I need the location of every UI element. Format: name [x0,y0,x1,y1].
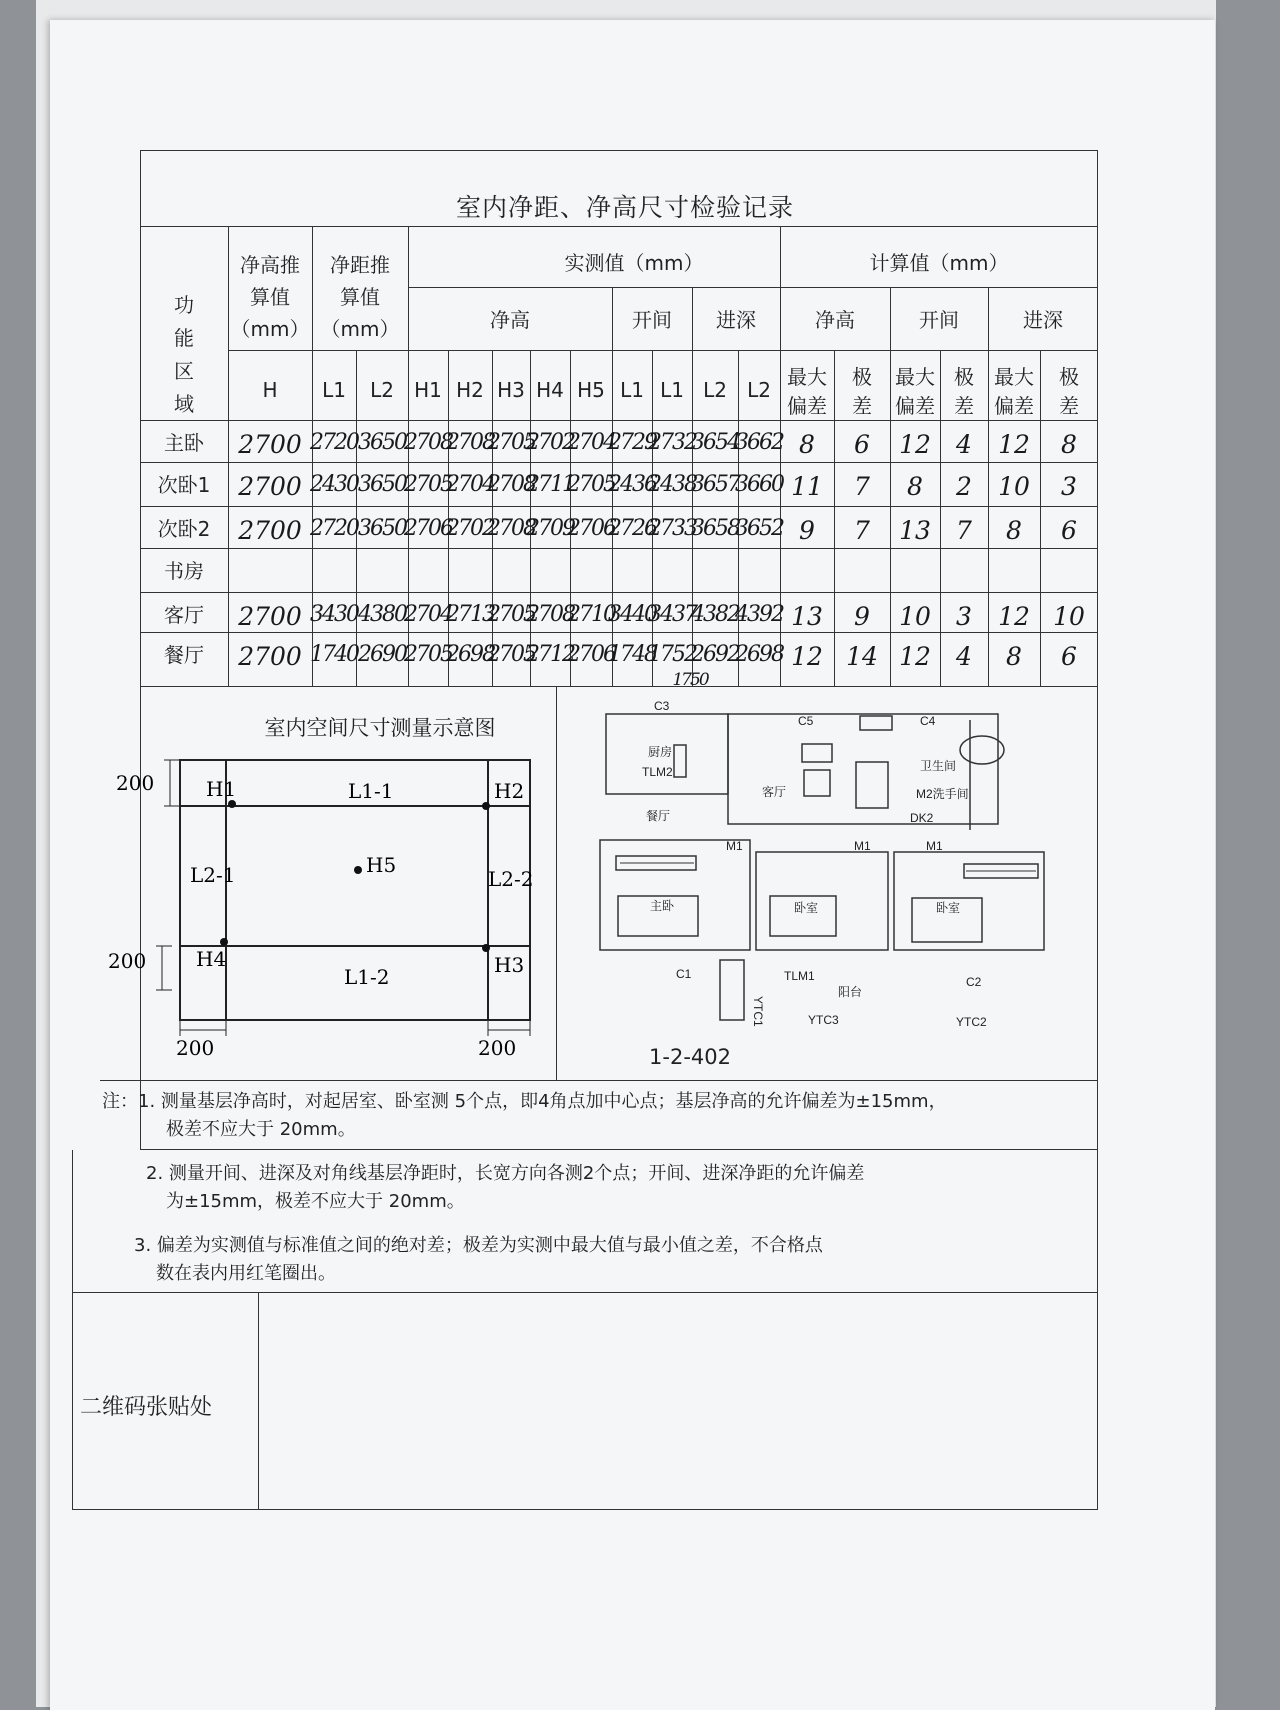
header-max-deviation: 偏差 [895,394,935,418]
header-measured-depth: 进深 [716,308,756,332]
plan-bedroom: 卧室 [936,901,961,915]
row-calculated-value: 4 [956,430,972,459]
row-measured-height: 2708 [404,430,452,455]
row-measured-height: 2702 [446,516,494,541]
plan-dk2: DK2 [910,811,934,825]
row-area-label: 餐厅 [164,643,204,667]
note-3-cont: 数在表内用红笔圈出。 [156,1263,336,1284]
row-measured-height: 2706 [567,516,615,541]
segment-l2-2: L2-2 [488,867,534,891]
header-l1: L1 [322,378,346,402]
rule-line [228,350,1098,351]
row-measured-height: 2711 [526,472,574,497]
header-distance-estimate: （mm） [320,317,400,341]
note-1: 注：1. 测量基层净高时，对起居室、卧室测 5个点，即4角点加中心点；基层净高的允许偏差为±15mm， [102,1091,947,1112]
row-calculated-value: 12 [899,430,931,459]
plan-ytc1: YTC1 [751,996,765,1027]
rule-line [408,287,1098,288]
row-calculated-value: 10 [1053,602,1085,631]
note-1-cont: 极差不应大于 20mm。 [166,1119,356,1140]
point-h3: H3 [494,953,525,977]
row-measured-height: 2710 [567,602,615,627]
row-l1-estimate: 1740 [310,642,358,667]
row-area-label: 客厅 [164,603,204,627]
header-max-deviation: 偏差 [994,394,1034,418]
plan-c2: C2 [966,975,982,989]
header-bay-l1: L1 [620,378,644,402]
header-max-deviation: 最大 [895,365,935,389]
header-distance-estimate: 算值 [340,285,380,309]
row-calculated-value: 12 [998,602,1030,631]
header-h4: H4 [536,378,564,402]
header-measured: 实测值（mm） [564,251,704,275]
row-calculated-value: 8 [799,430,815,459]
row-measured-height: 2708 [487,516,535,541]
plan-c1: C1 [676,967,692,981]
plan-ytc2: YTC2 [956,1015,987,1029]
row-calculated-value: 10 [899,602,931,631]
point-h1: H1 [206,777,237,801]
row-height-estimate: 2700 [238,516,302,545]
row-l2-estimate: 4380 [358,602,406,627]
header-range: 极 [1059,365,1079,389]
rule-line [140,462,1098,463]
row-measured-height: 2705 [487,642,535,667]
plan-bedroom: 卧室 [794,901,819,915]
plan-tlm2: TLM2 [642,765,673,779]
plan-c5: C5 [798,714,814,728]
rule-line [100,1080,1098,1081]
header-area: 区 [174,359,194,383]
row-measured-depth: 3658 [691,516,739,541]
row-measured-depth: 3662 [735,430,783,455]
point-h5: H5 [366,853,397,877]
header-h1: H1 [414,378,442,402]
row-calculated-value: 6 [1061,516,1077,545]
point-h2: H2 [494,779,525,803]
row-measured-bay: 3437 [648,602,696,627]
row-l2-estimate: 2690 [358,642,406,667]
diagram-title: 室内空间尺寸测量示意图 [264,716,496,740]
row-measured-height: 2698 [446,642,494,667]
row-measured-bay: 2733 [648,516,696,541]
row-l1-estimate: 2430 [310,472,358,497]
row-measured-depth: 2698 [735,642,783,667]
row-measured-bay: 3440 [608,602,656,627]
row-measured-height: 2708 [526,602,574,627]
plan-c3: C3 [654,700,670,713]
row-measured-height: 2708 [446,430,494,455]
header-depth-l2: L2 [747,378,771,402]
header-measured-height: 净高 [490,308,530,332]
plan-living: 客厅 [762,785,787,799]
dim-label: 200 [478,1036,517,1060]
row-height-estimate: 2700 [238,602,302,631]
row-height-estimate: 2700 [238,430,302,459]
rule-line [140,548,1098,549]
dim-label: 200 [176,1036,215,1060]
header-h3: H3 [497,378,525,402]
row-l2-estimate: 3650 [358,472,406,497]
header-h: H [262,378,278,402]
header-max-deviation: 偏差 [787,394,827,418]
rule-line [890,287,891,686]
qr-divider [258,1292,259,1510]
plan-master: 主卧 [650,899,675,913]
header-h2: H2 [456,378,484,402]
rule-line [988,287,989,686]
rule-line [140,632,1098,633]
header-area: 功 [174,293,194,317]
segment-l1-2: L1-2 [344,965,390,989]
row-calculated-value: 13 [899,516,931,545]
row-l2-estimate: 3650 [358,430,406,455]
plan-m2: M2洗手间 [916,787,969,801]
floor-plan [590,700,1070,1030]
row-calculated-value: 8 [1061,430,1077,459]
row-measured-height: 2704 [404,602,452,627]
rule-line [228,226,229,686]
row-measured-depth: 3654 [691,430,739,455]
row-calculated-value: 8 [1006,516,1022,545]
row-measured-height: 2705 [487,430,535,455]
row-l2-estimate: 3650 [358,516,406,541]
row-measured-height: 2705 [567,472,615,497]
row-calculated-value: 13 [791,602,823,631]
row-measured-height: 2702 [526,430,574,455]
row-measured-depth: 3660 [735,472,783,497]
row-calculated-value: 12 [791,642,823,671]
header-max-deviation: 最大 [994,365,1034,389]
row-measured-height: 2705 [404,642,452,667]
rule-line [140,592,1098,593]
row-measured-depth: 4382 [691,602,739,627]
header-calc-height: 净高 [815,308,855,332]
row-calculated-value: 2 [956,472,972,501]
row-calculated-value: 6 [1061,642,1077,671]
row-measured-bay: 2436 [608,472,656,497]
plan-m1: M1 [726,839,743,853]
row-measured-bay: 2438 [648,472,696,497]
rule-line [940,350,941,686]
header-measured-bay: 开间 [632,308,672,332]
header-max-deviation: 最大 [787,365,827,389]
plan-c4: C4 [920,714,936,728]
point-h4: H4 [196,947,227,971]
plan-m1: M1 [926,839,943,853]
row-measured-height: 2708 [487,472,535,497]
row-measured-bay: 1752 [648,642,696,667]
qr-divider [72,1292,1098,1293]
row-calculated-value: 3 [1061,472,1077,501]
row-l1-estimate: 2720 [310,516,358,541]
plan-bath: 卫生间 [920,759,957,773]
row-l1-estimate: 3430 [310,602,358,627]
header-area: 域 [174,392,194,416]
header-l2: L2 [370,378,394,402]
plan-m1: M1 [854,839,871,853]
row-measured-bay: 2726 [608,516,656,541]
plan-unit-label: 1-2-402 [649,1045,731,1069]
form-title: 室内净距、净高尺寸检验记录 [455,193,795,222]
note-2-cont: 为±15mm，极差不应大于 20mm。 [166,1191,465,1212]
row-calculated-value: 9 [854,602,870,631]
rule-line [140,686,1098,687]
row-calculated-value: 6 [854,430,870,459]
row-calculated-value: 12 [998,430,1030,459]
row-calculated-value: 3 [956,602,972,631]
row-measured-depth: 2692 [691,642,739,667]
row-measured-bay: 2729 [608,430,656,455]
header-distance-estimate: 净距推 [330,253,390,277]
rule-line [1040,350,1041,686]
row-measured-height: 2704 [567,430,615,455]
row-area-label: 次卧1 [157,473,211,497]
note-2: 2. 测量开间、进深及对角线基层净距时，长宽方向各测2个点；开间、进深净距的允许偏差 [146,1163,865,1184]
dim-label: 200 [116,771,155,795]
row-measured-bay: 2732 [648,430,696,455]
row-calculated-value: 10 [998,472,1030,501]
header-range: 差 [954,394,974,418]
plan-dining: 餐厅 [646,809,671,823]
header-bay-l1: L1 [660,378,684,402]
header-area: 能 [174,326,194,350]
row-measured-height: 2706 [567,642,615,667]
row-calculated-value: 4 [956,642,972,671]
row-calculated-value: 12 [899,642,931,671]
header-range: 差 [1059,394,1079,418]
header-range: 差 [852,394,872,418]
row-calculated-value: 11 [791,472,823,501]
note-3: 3. 偏差为实测值与标准值之间的绝对差；极差为实测中最大值与最小值之差，不合格点 [134,1235,823,1256]
row-calculated-value: 7 [956,516,972,545]
rule-line [834,350,835,686]
row-calculated-value: 14 [846,642,878,671]
row-calculated-value: 7 [854,516,870,545]
row-calculated-value: 8 [1006,642,1022,671]
segment-l2-1: L2-1 [190,863,236,887]
header-calc-depth: 进深 [1023,308,1063,332]
plan-balcony: 阳台 [838,985,863,999]
row-measured-height: 2705 [404,472,452,497]
header-height-estimate: 算值 [250,285,290,309]
row-measured-height: 2712 [526,642,574,667]
row-area-label: 次卧2 [157,517,211,541]
row-calculated-value: 8 [907,472,923,501]
row-measured-depth: 3652 [735,516,783,541]
row-area-label: 主卧 [164,431,204,455]
row-measured-height: 2704 [446,472,494,497]
row-measured-depth: 4392 [735,602,783,627]
plan-ytc3: YTC3 [808,1013,839,1027]
header-calc-bay: 开间 [919,308,959,332]
qr-label: 二维码张贴处 [80,1395,213,1420]
header-range: 极 [852,365,872,389]
row-measured-height: 2713 [446,602,494,627]
row-area-label: 书房 [164,559,204,583]
row-height-estimate: 2700 [238,642,302,671]
rule-line [140,226,1098,227]
dim-label: 200 [108,949,147,973]
header-height-estimate: （mm） [230,317,310,341]
header-h5: H5 [577,378,605,402]
plan-kitchen: 厨房 [648,745,673,759]
row-measured-depth: 3657 [691,472,739,497]
row-measured-bay: 1748 [608,642,656,667]
row-measured-height: 2705 [487,602,535,627]
header-height-estimate: 净高推 [240,253,300,277]
segment-l1-1: L1-1 [348,779,394,803]
rule-line [556,686,557,1080]
header-depth-l2: L2 [703,378,727,402]
measurement-diagram [100,730,540,1060]
plan-tlm1: TLM1 [784,969,815,983]
rule-line [140,506,1098,507]
row-measured-height: 2709 [526,516,574,541]
row-measured-height: 2706 [404,516,452,541]
row-l1-estimate: 2720 [310,430,358,455]
row-measured-bay-extra: 1750 [672,670,708,690]
header-calculated: 计算值（mm） [869,251,1009,275]
header-range: 极 [954,365,974,389]
row-height-estimate: 2700 [238,472,302,501]
row-calculated-value: 9 [799,516,815,545]
row-calculated-value: 7 [854,472,870,501]
